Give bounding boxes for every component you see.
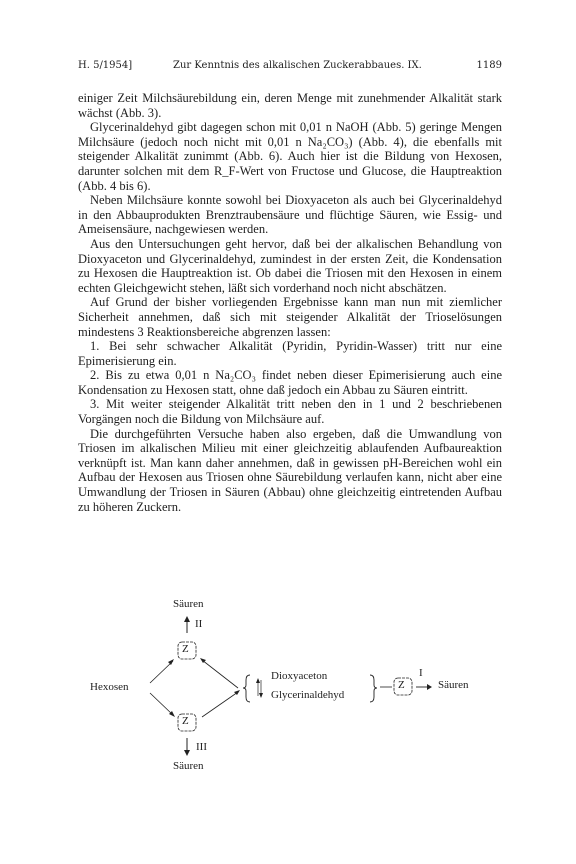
bottom-reaction-roman: III [196, 741, 207, 753]
z-right-label: Z [398, 679, 405, 691]
bottom-product-label: Säuren [173, 760, 204, 772]
triose-dioxyaceton: Dioxyaceton [271, 670, 328, 682]
header-journal-ref: H. 5/1954] [78, 60, 133, 71]
header-title: Zur Kenntnis des alkalischen Zuckerabbaues. IX. [173, 60, 422, 71]
hexosen-label: Hexosen [90, 681, 129, 693]
body-text [78, 91, 502, 514]
paragraph-5: Auf Grund der bisher vorliegenden Ergebnisse kann man nun mit ziemlicher Sicherheit annehmen, daß sich mit steigender Alkalität der Trioselösungen mindestens 3 Reaktionsbereiche abgrenzen lassen: [78, 295, 502, 339]
paragraph-2: Glycerinaldehyd gibt dagegen schon mit 0,01 n NaOH (Abb. 5) geringe Mengen Milchsäure (jedoch noch nicht mit 0,01 n Na₂CO₃) (Abb. 4), die ebenfalls mit steigender Alkalität zunimmt (Abb. 6). Auch hier ist die Bildung von Hexosen, darunter solchen mit dem R_F-Wert von Fructose und Glucose, die Hauptreaktion (Abb. 4 bis 6). [78, 120, 502, 193]
paragraph-3: Neben Milchsäure konnte sowohl bei Dioxyaceton als auch bei Glycerinaldehyd in den Abbauprodukten Brenztraubensäure und flüchtige Säuren, wie Essig- und Ameisensäure, nachgewiesen werden. [78, 193, 502, 237]
top-product-label: Säuren [173, 598, 204, 610]
list-item-2: 2. Bis zu etwa 0,01 n Na₂CO₃ findet neben dieser Epimerisierung auch eine Kondensation zu Hexosen statt, ohne daß jedoch ein Abbau zu Säuren eintritt. [78, 368, 502, 397]
paragraph-conclusion: Die durchgeführten Versuche haben also ergeben, daß die Umwandlung von Triosen im alkalischen Milieu mit einer gleichzeitig ablaufenden Aufbaureaktion verknüpft ist. Man kann daher annehmen, daß in gewissen pH-Bereichen wohl ein Aufbau der Hexosen aus Triosen ohne Säurebildung verlaufen kann, nicht aber eine Umwandlung der Triosen in Säuren (Abbau) ohne gleichzeitig eintretenden Aufbau zu höheren Zuckern. [78, 426, 502, 514]
list-item-1: 1. Bei sehr schwacher Alkalität (Pyridin, Pyridin-Wasser) tritt nur eine Epimerisierung ein. [78, 339, 502, 368]
reaction-scheme [78, 600, 502, 790]
right-reaction-roman: I [419, 667, 423, 679]
z-top-label: Z [182, 643, 189, 655]
list-item-3: 3. Mit weiter steigender Alkalität tritt neben den in 1 und 2 beschriebenen Vorgängen noch die Bildung von Milchsäure auf. [78, 397, 502, 427]
top-reaction-roman: II [195, 618, 203, 630]
paragraph-1: einiger Zeit Milchsäurebildung ein, deren Menge mit zunehmender Alkalität stark wächst (Abb. 3). [78, 91, 502, 120]
right-product-label: Säuren [438, 679, 469, 691]
triose-glycerinaldehyd: Glycerinaldehyd [271, 689, 345, 701]
paragraph-4: Aus den Untersuchungen geht hervor, daß bei der alkalischen Behandlung von Dioxyaceton und Glycerinaldehyd, zumindest in der ersten Zeit, die Kondensation zu Hexosen die Hauptreaktion ist. Ob dabei die Triosen mit den Hexosen in einem echten Gleichgewicht stehen, läßt sich vorderhand noch nicht abschätzen. [78, 236, 502, 295]
z-bottom-label: Z [182, 715, 189, 727]
header-page-number: 1189 [476, 60, 502, 71]
